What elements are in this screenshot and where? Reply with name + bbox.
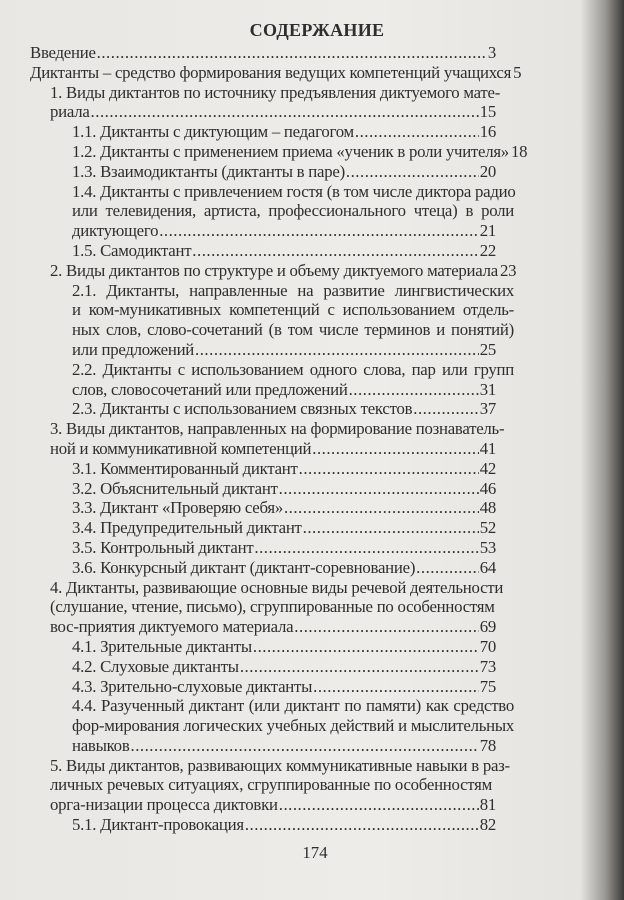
toc-entry-line	[30, 122, 496, 142]
toc-page-number: 18	[510, 141, 528, 161]
toc-entry-line	[30, 637, 496, 657]
dot-leader	[312, 439, 478, 459]
toc-entry-line	[30, 380, 496, 400]
toc-entry-text: 4.1. Зрительные диктанты	[72, 636, 252, 656]
dot-leader	[195, 340, 479, 360]
toc-entry-text: 2. Виды диктантов по структуре и объему диктуемого материала	[50, 260, 498, 280]
toc-entry-text: орга-низации процесса диктовки	[50, 795, 278, 815]
toc-page-number: 42	[479, 458, 496, 478]
dot-leader	[253, 637, 479, 657]
table-of-contents	[30, 43, 528, 835]
toc-page-number: 48	[479, 498, 496, 518]
dot-leader	[299, 459, 479, 479]
dot-leader	[313, 677, 479, 697]
toc-entry	[30, 62, 522, 83]
toc-entry-line	[30, 498, 496, 518]
toc-entry	[30, 755, 510, 815]
dot-leader	[294, 617, 478, 637]
toc-page-number: 23	[499, 260, 517, 280]
toc-page-number: 78	[479, 735, 496, 755]
toc-entry-line	[30, 538, 496, 558]
toc-entry	[30, 399, 496, 419]
toc-entry-line	[30, 815, 496, 835]
toc-page-number: 70	[479, 636, 496, 656]
toc-entry	[30, 162, 496, 182]
toc-entry-line: 1. Виды диктантов по источнику предъявления диктуемого мате-	[50, 82, 501, 102]
toc-entry-line	[30, 459, 496, 479]
toc-entry-line	[30, 479, 496, 499]
toc-entry-text: 3.2. Объяснительный диктант	[72, 478, 278, 498]
toc-entry-text: 3.5. Контрольный диктант	[72, 537, 254, 557]
toc-entry-text: 1.1. Диктанты с диктующим – педагогом	[72, 122, 354, 142]
toc-entry-line: (слушание, чтение, письмо), сгруппированные по особенностям	[50, 597, 495, 617]
toc-page-number: 81	[479, 795, 496, 815]
toc-entry-text: Введение	[30, 43, 96, 62]
toc-entry-text: 3.4. Предупредительный диктант	[72, 518, 302, 538]
toc-entry-line	[30, 657, 496, 677]
toc-page-number: 20	[479, 161, 496, 181]
toc-page-number: 41	[479, 438, 496, 458]
toc-entry-line	[30, 102, 496, 122]
toc-entry-line	[30, 340, 496, 360]
toc-entry-line	[30, 617, 496, 637]
toc-entry-line: 5. Виды диктантов, развивающих коммуникативные навыки в раз-	[50, 755, 510, 775]
dot-leader	[355, 122, 479, 142]
toc-entry	[30, 141, 528, 162]
toc-entry-line: 4. Диктанты, развивающие основные виды речевой деятельности	[50, 577, 504, 597]
toc-page-number: 82	[479, 815, 496, 835]
toc-entry-line	[30, 221, 496, 241]
toc-entry	[30, 518, 496, 538]
toc-entry-text: риала	[50, 102, 90, 122]
dot-leader	[254, 538, 478, 558]
toc-entry	[30, 558, 496, 578]
toc-page-number: 15	[479, 102, 496, 122]
toc-page-number: 75	[479, 676, 496, 696]
dot-leader	[413, 399, 478, 419]
toc-entry	[30, 479, 496, 499]
toc-entry-text: 3.6. Конкурсный диктант (диктант-соревнование)	[72, 557, 416, 577]
toc-entry-line: и ком-муникативных компетенций с использованием отдель-	[72, 300, 514, 320]
toc-entry	[30, 657, 496, 677]
toc-entry-text: вос-приятия диктуемого материала	[50, 617, 294, 637]
toc-entry	[30, 637, 496, 657]
toc-entry-line	[30, 677, 496, 697]
toc-page-number: 25	[479, 339, 496, 359]
toc-entry	[30, 260, 517, 281]
toc-entry-line: 3. Виды диктантов, направленных на формирование познаватель-	[50, 419, 505, 439]
toc-entry-line	[30, 141, 528, 162]
toc-entry-text: навыков	[72, 735, 130, 755]
dot-leader	[303, 518, 479, 538]
toc-entry-text: 3.1. Комментированный диктант	[72, 458, 298, 478]
dot-leader	[131, 736, 479, 756]
toc-entry	[30, 677, 496, 697]
toc-page-number: 37	[479, 399, 496, 419]
toc-page-number: 64	[479, 557, 496, 577]
toc-entry-line: 2.2. Диктанты с использованием одного слова, пар или групп	[72, 359, 514, 379]
dot-leader	[346, 162, 479, 182]
toc-page-number: 69	[479, 617, 496, 637]
toc-entry-line	[30, 439, 496, 459]
toc-entry	[30, 419, 505, 459]
toc-entry-line: 2.1. Диктанты, направленные на развитие лингвистических	[72, 280, 514, 300]
toc-entry-line: личных речевых ситуациях, сгруппированные по особенностям	[50, 775, 492, 795]
toc-entry	[30, 181, 516, 241]
page-number: 174	[302, 843, 328, 862]
toc-entry-line: фор-мирования логических учебных действий и мыслительных	[72, 716, 514, 736]
toc-entry-line	[30, 795, 496, 815]
toc-entry-line	[30, 558, 496, 578]
toc-entry-line	[30, 399, 496, 419]
toc-entry-line: или телевидения, артиста, профессионального чтеца) в роли	[72, 201, 514, 221]
toc-page-number: 3	[487, 43, 496, 62]
toc-entry	[30, 538, 496, 558]
toc-entry-text: 4.2. Слуховые диктанты	[72, 656, 239, 676]
toc-entry-text: диктующего	[72, 221, 159, 241]
dot-leader	[279, 795, 479, 815]
toc-entry-text: Диктанты – средство формирования ведущих компетенций учащихся	[30, 62, 512, 82]
toc-page-number: 53	[479, 537, 496, 557]
toc-entry	[30, 122, 496, 142]
toc-entry-line	[30, 260, 517, 281]
dot-leader	[159, 221, 479, 241]
dot-leader	[349, 380, 479, 400]
toc-entry-line	[30, 162, 496, 182]
toc-entry	[30, 241, 496, 261]
toc-entry-line: ных слов, слово-сочетаний (в том числе терминов и понятий)	[72, 320, 514, 340]
toc-entry	[30, 577, 504, 637]
toc-entry-text: 4.3. Зрительно-слуховые диктанты	[72, 676, 313, 696]
toc-entry	[30, 43, 496, 63]
page-title: СОДЕРЖАНИЕ	[249, 20, 385, 40]
dot-leader	[245, 815, 479, 835]
toc-entry-text: 3.3. Диктант «Проверяю себя»	[72, 498, 283, 518]
toc-entry-line	[30, 241, 496, 261]
toc-page-number: 73	[479, 656, 496, 676]
toc-page-number: 22	[479, 240, 496, 260]
toc-entry	[30, 459, 496, 479]
toc-entry-text: 1.3. Взаимодиктанты (диктанты в паре)	[72, 161, 345, 181]
dot-leader	[240, 657, 479, 677]
toc-entry-text: или предложений	[72, 339, 195, 359]
toc-entry-line	[30, 43, 496, 63]
toc-page-number: 5	[513, 62, 522, 82]
toc-page-number: 46	[479, 478, 496, 498]
toc-page-number: 21	[479, 221, 496, 241]
toc-entry-line	[30, 518, 496, 538]
toc-page-number: 31	[479, 379, 496, 399]
toc-entry-line	[30, 736, 496, 756]
toc-entry	[30, 359, 514, 400]
toc-page-number: 52	[479, 518, 496, 538]
toc-entry-text: слов, словосочетаний или предложений	[72, 379, 348, 399]
dot-leader	[284, 498, 479, 518]
toc-entry	[30, 498, 496, 518]
dot-leader	[91, 102, 479, 122]
toc-page-number: 16	[479, 122, 496, 142]
toc-entry	[30, 696, 514, 755]
dot-leader	[97, 43, 487, 63]
toc-entry	[30, 815, 496, 835]
dot-leader	[416, 558, 479, 578]
dot-leader	[192, 241, 478, 261]
toc-entry	[30, 82, 501, 123]
toc-entry-line	[30, 62, 522, 83]
toc-entry-text: ной и коммуникативной компетенций	[50, 438, 312, 458]
toc-entry-line: 1.4. Диктанты с привлечением гостя (в том числе диктора радио	[72, 181, 516, 201]
toc-entry-text: 1.2. Диктанты с применением приема «ученик в роли учителя»	[72, 141, 509, 161]
dot-leader	[279, 479, 479, 499]
toc-entry	[30, 280, 514, 360]
toc-entry-text: 5.1. Диктант-провокация	[72, 815, 244, 835]
toc-entry-line: 4.4. Разученный диктант (или диктант по памяти) как средство	[72, 696, 514, 716]
toc-entry-text: 1.5. Самодиктант	[72, 240, 192, 260]
toc-entry-text: 2.3. Диктанты с использованием связных текстов	[72, 399, 413, 419]
